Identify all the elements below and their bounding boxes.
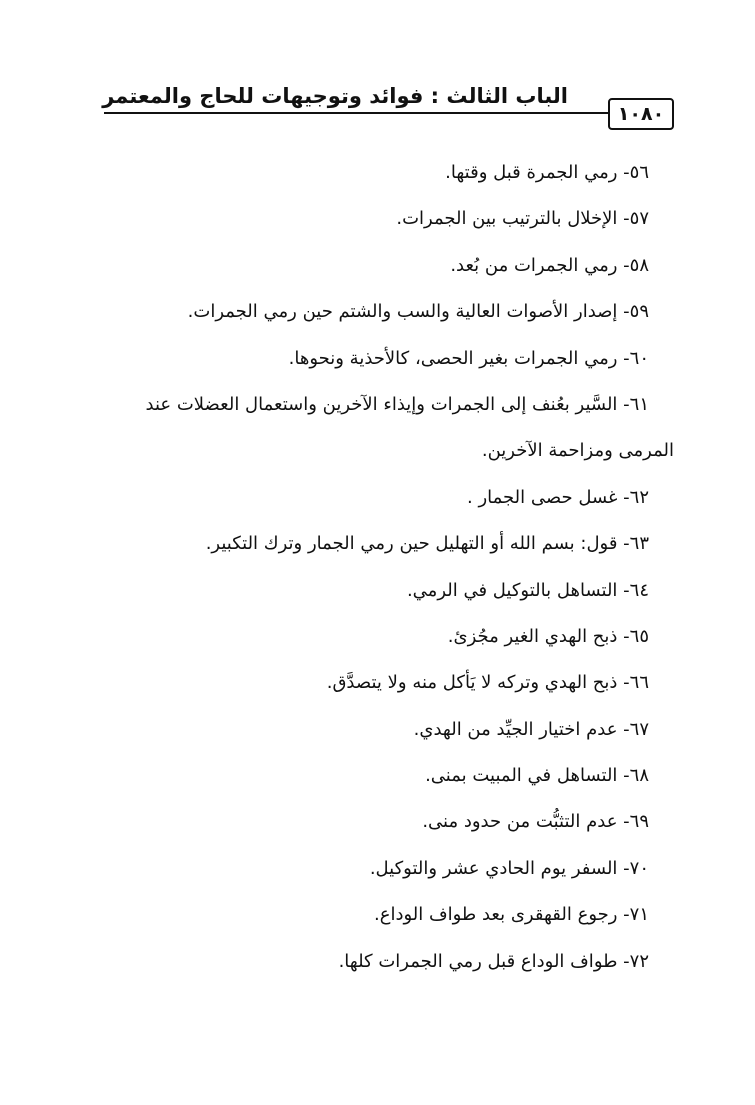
header-rule — [104, 112, 674, 114]
item-number: ٥٩ — [629, 301, 649, 323]
item-number: ٦٢ — [629, 486, 649, 508]
item-list — [104, 150, 674, 985]
list-item: ٧٢- طواف الوداع قبل رمي الجمرات كلها. — [338, 950, 649, 972]
list-item: ٥٩- إصدار الأصوات العالية والسب والشتم حين رمي الجمرات. — [187, 301, 649, 323]
item-text: إصدار الأصوات العالية والسب والشتم حين رمي الجمرات. — [187, 301, 618, 323]
page-header — [104, 78, 674, 126]
item-text: عدم التثبُّت من حدود منى. — [422, 811, 618, 833]
list-item: ٥٧- الإخلال بالترتيب بين الجمرات. — [396, 208, 649, 230]
item-number: ٦٧ — [629, 718, 649, 740]
item-number: ٧٠ — [629, 857, 649, 879]
list-item-continuation: المرمى ومزاحمة الآخرين. — [481, 440, 674, 462]
item-text: السَّير بعُنف إلى الجمرات وإيذاء الآخرين واستعمال العضلات عند — [145, 393, 618, 415]
item-text: رمي الجمرات من بُعد. — [450, 254, 618, 276]
item-number: ٦٣ — [629, 533, 649, 555]
item-text: رمي الجمرة قبل وقتها. — [445, 162, 618, 183]
list-item: ٦٠- رمي الجمرات بغير الحصى، كالأحذية ونحوها. — [288, 347, 649, 369]
item-text: طواف الوداع قبل رمي الجمرات كلها. — [338, 950, 618, 972]
item-number: ٥٨ — [629, 254, 649, 276]
list-item: ٦٧- عدم اختيار الجيِّد من الهدي. — [413, 718, 649, 740]
item-text: قول: بسم الله أو التهليل حين رمي الجمار وترك التكبير. — [205, 533, 618, 555]
list-item: ٦٥- ذبح الهدي الغير مجُزئ. — [447, 625, 649, 647]
item-number: ٦٤ — [629, 579, 649, 601]
item-number: ٦٩ — [629, 811, 649, 833]
item-text: السفر يوم الحادي عشر والتوكيل. — [369, 857, 618, 879]
page-number-badge: ١٠٨٠ — [608, 98, 674, 130]
item-number: ٧٢ — [629, 950, 649, 972]
item-text: رجوع القهقرى بعد طواف الوداع. — [373, 904, 618, 926]
item-text: ذبح الهدي وتركه لا يَأكل منه ولا يتصدَّق. — [326, 672, 618, 694]
list-item: ٦٢- غسل حصى الجمار . — [467, 486, 649, 508]
item-number: ٥٦ — [629, 162, 649, 183]
list-item: ٦٦- ذبح الهدي وتركه لا يَأكل منه ولا يتصدَّق. — [326, 672, 649, 694]
list-item: ٧١- رجوع القهقرى بعد طواف الوداع. — [373, 904, 649, 926]
item-text: غسل حصى الجمار . — [467, 486, 618, 508]
item-text: الإخلال بالترتيب بين الجمرات. — [396, 208, 618, 230]
list-item: ٥٨- رمي الجمرات من بُعد. — [450, 254, 649, 276]
item-number: ٦٦ — [629, 672, 649, 694]
list-item: ٧٠- السفر يوم الحادي عشر والتوكيل. — [369, 857, 649, 879]
item-text: التساهل في المبيت بمنى. — [425, 765, 618, 787]
page-title: الباب الثالث : فوائد وتوجيهات للحاج والمعتمر — [102, 84, 568, 108]
list-item: ٦٣- قول: بسم الله أو التهليل حين رمي الجمار وترك التكبير. — [205, 533, 649, 555]
item-text: ذبح الهدي الغير مجُزئ. — [447, 625, 618, 647]
list-item: ٥٦- رمي الجمرة قبل وقتها. — [445, 162, 649, 183]
list-item: ٦٤- التساهل بالتوكيل في الرمي. — [406, 579, 649, 601]
item-number: ٥٧ — [629, 208, 649, 230]
item-number: ٦٨ — [629, 765, 649, 787]
item-number: ٦١ — [629, 393, 649, 415]
list-item: ٦٨- التساهل في المبيت بمنى. — [425, 765, 649, 787]
list-item: ٦٩- عدم التثبُّت من حدود منى. — [422, 811, 649, 833]
item-text: عدم اختيار الجيِّد من الهدي. — [413, 718, 618, 740]
item-number: ٧١ — [629, 904, 649, 926]
list-item: ٦١- السَّير بعُنف إلى الجمرات وإيذاء الآخرين واستعمال العضلات عند — [145, 393, 649, 415]
item-number: ٦٠ — [629, 347, 649, 369]
item-text: التساهل بالتوكيل في الرمي. — [406, 579, 618, 601]
item-number: ٦٥ — [629, 625, 649, 647]
item-text: رمي الجمرات بغير الحصى، كالأحذية ونحوها. — [288, 347, 618, 369]
